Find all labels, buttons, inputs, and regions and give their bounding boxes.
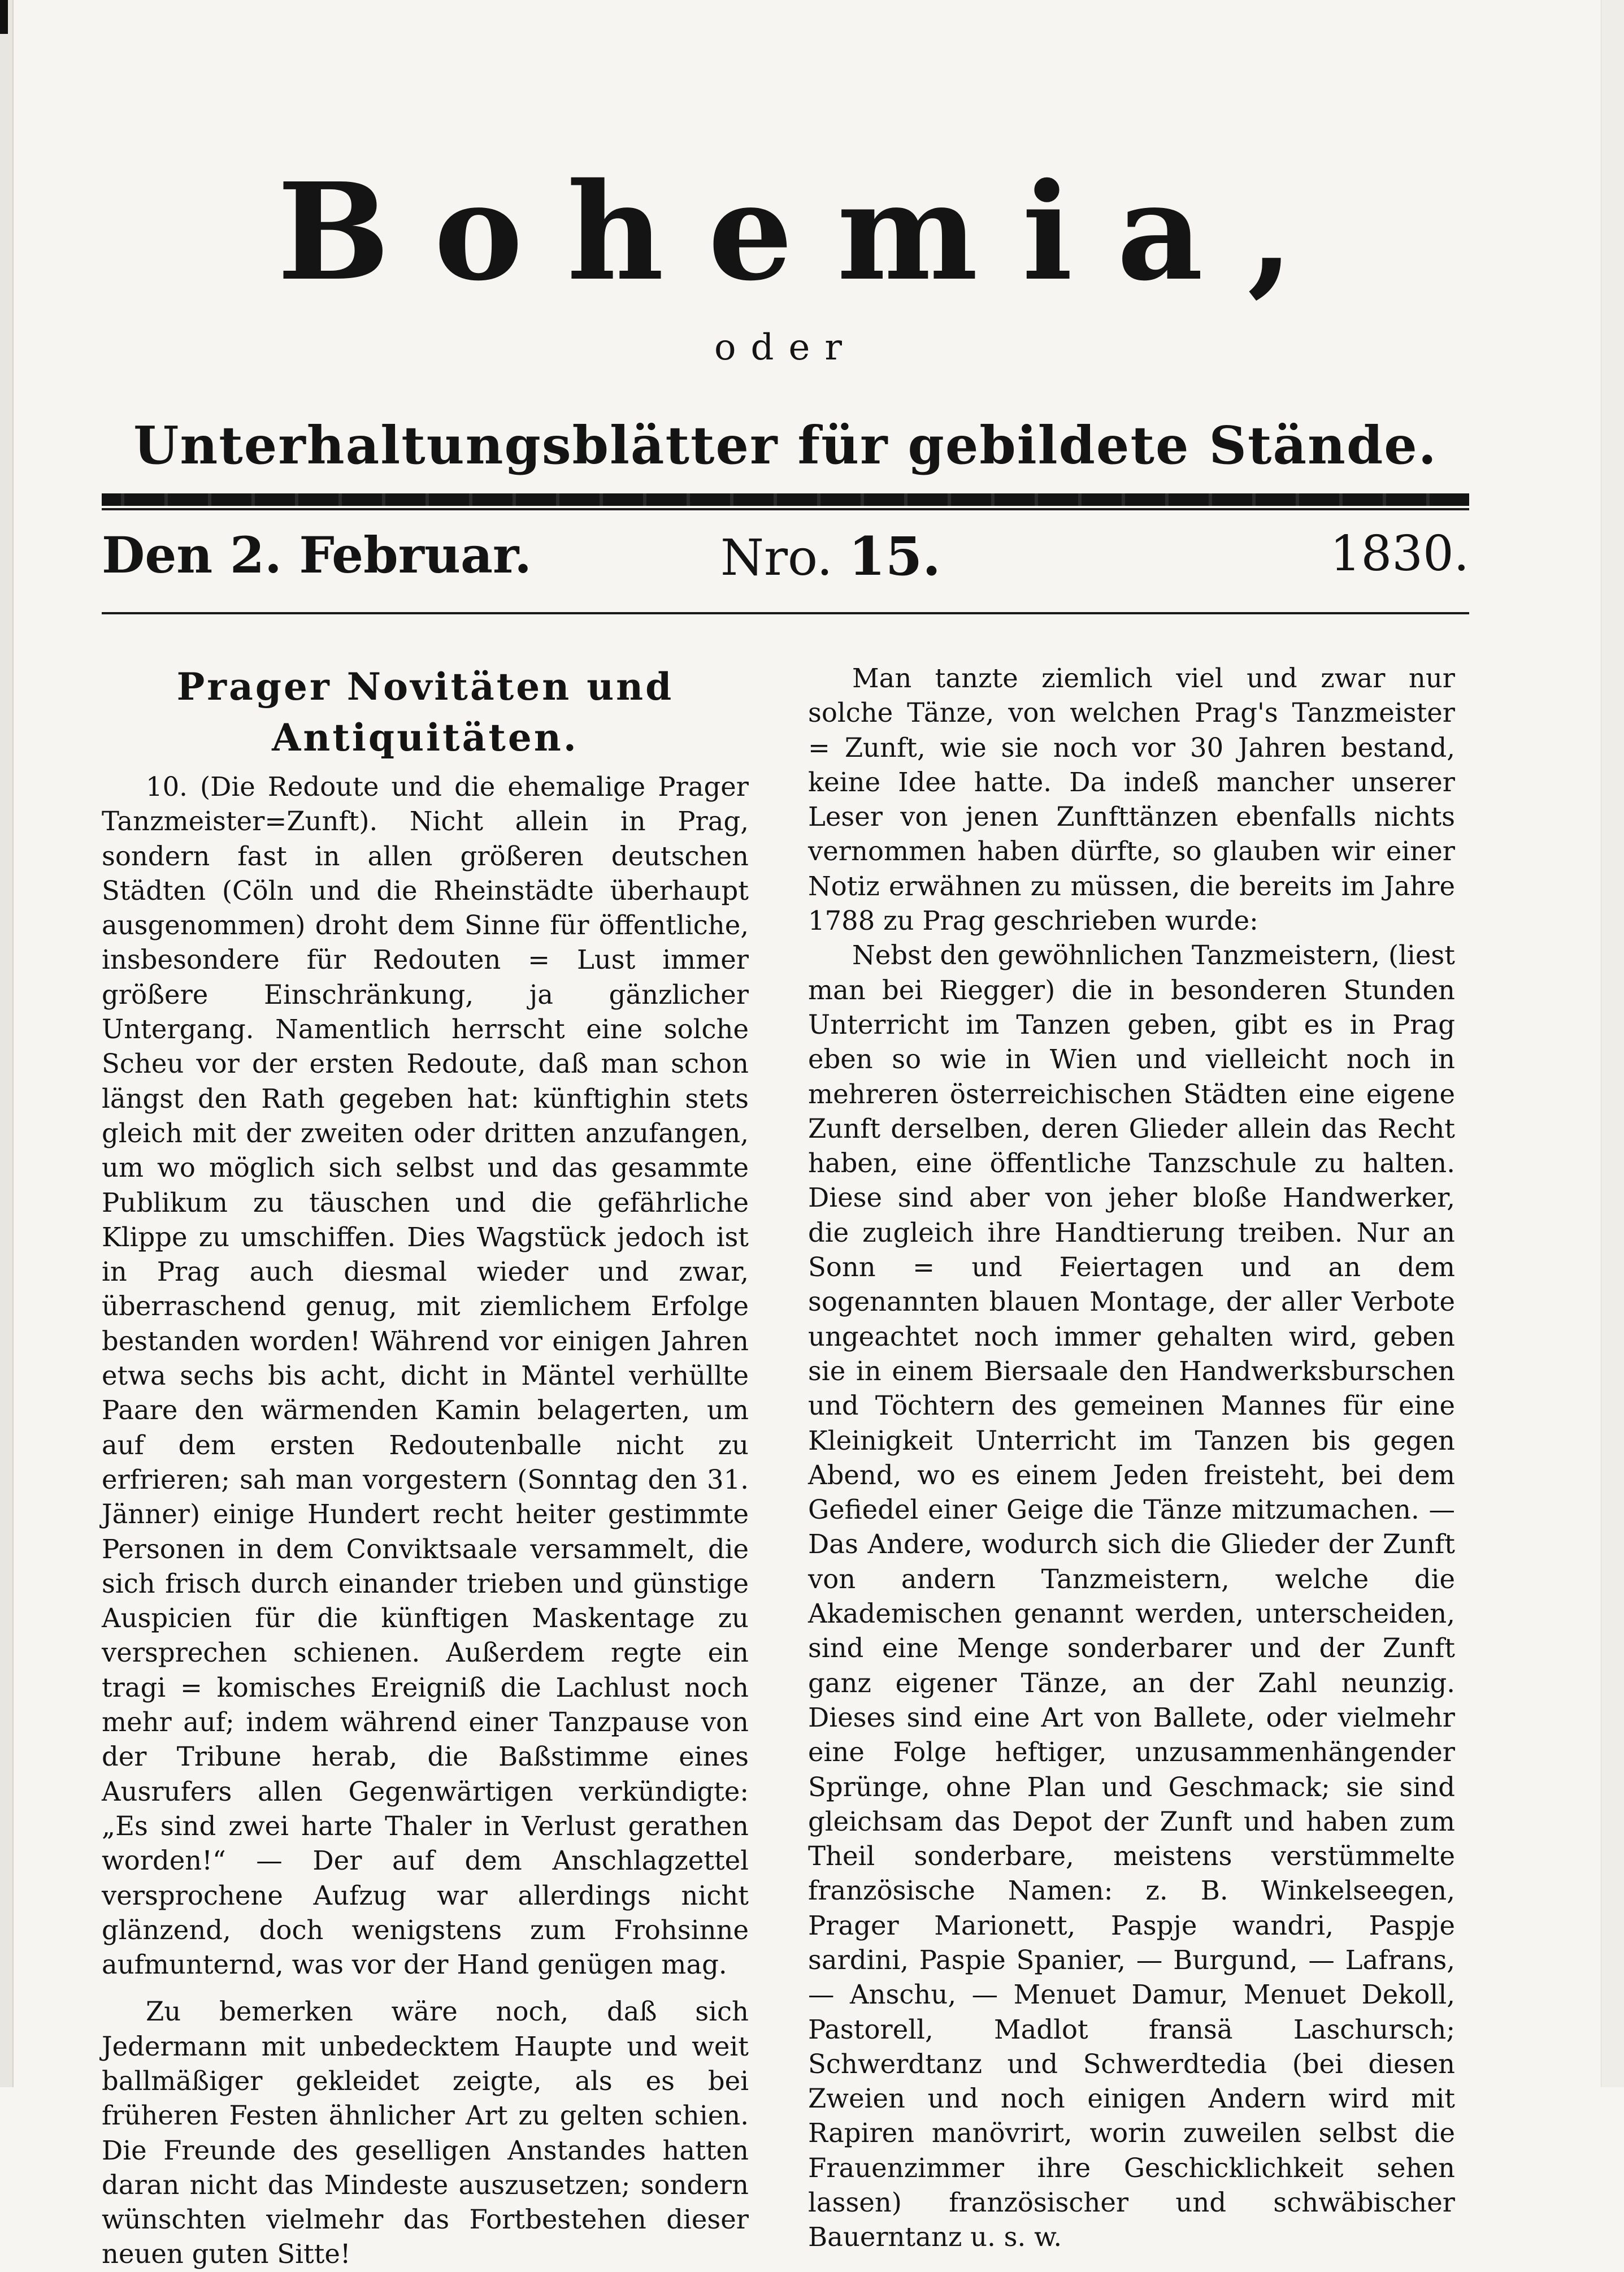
issue-number-value: 15. [848, 526, 941, 588]
paragraph: Zu bemerken wäre noch, daß sich Jedermann mit unbedecktem Haupte und weit ballmäßiger gekleidet zeigte, als es bei früheren Festen ähnlicher Art zu gelten schien. Die Freunde des geselligen Anstandes hatten daran nicht das Mindeste auszusetzen; sondern wünschten vielmehr das Fortbestehen dieser neuen guten Sitte! [102, 1996, 749, 2270]
paragraph-gap [102, 1982, 749, 1994]
paragraph: Nebst den gewöhnlichen Tanzmeistern, (liest man bei Riegger) die in besonderen Stunden Unterricht im Tanzen geben, gibt es in Prag eben so wie in Wien und vielleicht noch in mehreren österreichischen Städten eine eigene Zunft derselben, deren Glieder allein das Recht haben, eine öffentliche Tanzschule zu halten. Diese sind aber von jeher bloße Handwerker, die zugleich ihre Handtierung treiben. Nur an Sonn = und Feiertagen und an dem sogenannten blauen Montage, der aller Verbote ungeachtet noch immer gehalten wird, geben sie in einem Biersaale den Handwerksburschen und Töchtern des gemeinen Mannes für eine Kleinigkeit Unterricht im Tanzen bis gegen Abend, wo es einem Jeden freisteht, bei dem Gefiedel einer Geige die Tänze mitzumachen. — Das Andere, wodurch sich die Glieder der Zunft von andern Tanzmeistern, welche die Akademischen genannt werden, unterscheiden, sind eine Menge sonderbarer und der Zunft ganz eigener Tänze, an der Zahl neunzig. Dieses sind eine Art von Ballete, oder vielmehr eine Folge heftiger, unzusammenhängender Sprünge, ohne Plan und Geschmack; sie sind gleichsam das Depot der Zunft und haben zum Theil sonderbare, meistens verstümmelte französische Namen: z. B. Winkelseegen, Prager Marionett, Paspje wandri, Paspje sardini, Paspie Spanier, — Burgund, — Lafrans, — Anschu, — Menuet Damur, Menuet Dekoll, Pastorell, Madlot fransä Laschursch; Schwerdtanz und Schwerdtedia (bei diesen Zweien und noch einigen Andern wird mit Rapiren manövrirt, worin zuweilen selbst die Frauenzimmer ihre Geschicklichkeit sehen lassen) französischer und schwäbischer Bauerntanz u. s. w. [808, 940, 1455, 2253]
column-right [808, 661, 1455, 2255]
page-edge-right [1601, 0, 1624, 2087]
page-edge-mark [0, 0, 8, 34]
newspaper-title: Bohemia, [277, 153, 1338, 310]
issue-number-label: Nro. [720, 528, 833, 587]
paragraph: Man tanzte ziemlich viel und zwar nur solche Tänze, von welchen Prag's Tanzmeister = Zunft, wie sie noch vor 30 Jahren bestand, keine Idee hatte. Da indeß mancher unserer Leser von jenen Zunfttänzen ebenfalls nichts vernommen haben dürfte, so glauben wir einer Notiz erwähnen zu müssen, die bereits im Jahre 1788 zu Prag geschrieben wurde: [808, 663, 1455, 936]
issue-number [684, 526, 978, 588]
column-left [102, 661, 749, 2272]
issue-year: 1830. [1330, 526, 1469, 582]
masthead-rule-thick [102, 493, 1469, 506]
issue-date: Den 2. Februar. [102, 526, 532, 584]
newspaper-subtitle: Unterhaltungsblätter für gebildete Stände. [133, 415, 1438, 476]
article-heading: Prager Novitäten und Antiquitäten. [176, 665, 674, 760]
masthead [102, 153, 1469, 476]
dateline-rule [102, 612, 1469, 614]
page-edge-left [0, 0, 14, 2087]
masthead-rule-thin [102, 508, 1469, 510]
masthead-oder: oder [714, 327, 857, 368]
paragraph: 10. (Die Redoute und die ehemalige Prager Tanzmeister=Zunft). Nicht allein in Prag, sondern fast in allen größeren deutschen Städten (Cöln und die Rheinstädte überhaupt ausgenommen) droht dem Sinne für öffentliche, insbesondere für Redouten = Lust immer größere Einschränkung, ja gänzlicher Untergang. Namentlich herrscht eine solche Scheu vor der ersten Redoute, daß man schon längst den Rath gegeben hat: künftighin stets gleich mit der zweiten oder dritten anzufangen, um wo möglich sich selbst und das gesammte Publikum zu täuschen und die gefährliche Klippe zu umschiffen. Dies Wagstück jedoch ist in Prag auch diesmal wieder und zwar, überraschend genug, mit ziemlichem Erfolge bestanden worden! Während vor einigen Jahren etwa sechs bis acht, dicht in Mäntel verhüllte Paare den wärmenden Kamin belagerten, um auf dem ersten Redoutenballe nicht zu erfrieren; sah man vorgestern (Sonntag den 31. Jänner) einige Hundert recht heiter gestimmte Personen in dem Conviktsaale versammelt, die sich frisch durch einander trieben und günstige Auspicien für die künftigen Maskentage zu versprechen schienen. Außerdem regte ein tragi = komisches Ereigniß die Lachlust noch mehr auf; indem während einer Tanzpause von der Tribune herab, die Baßstimme eines Ausrufers allen Gegenwärtigen verkündigte: „Es sind zwei harte Thaler in Verlust gerathen worden!“ — Der auf dem Anschlagzettel versprochene Aufzug war allerdings nicht glänzend, doch wenigstens zum Frohsinne aufmunternd, was vor der Hand genügen mag. [102, 771, 749, 1980]
dateline [102, 526, 1469, 593]
